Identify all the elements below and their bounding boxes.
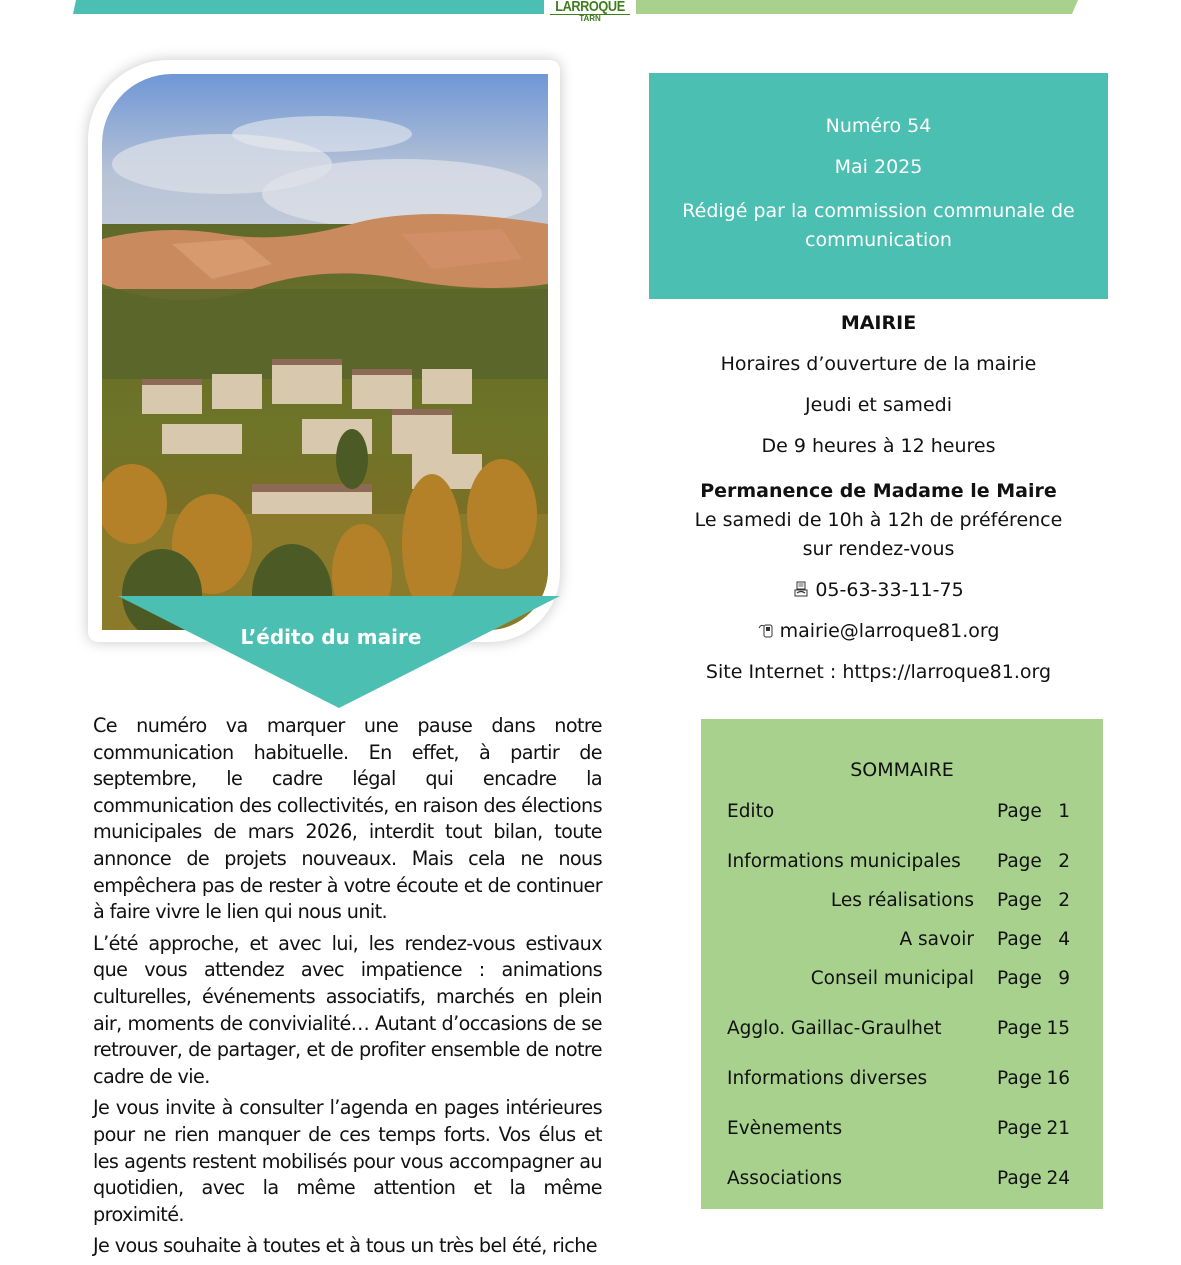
toc-page-label: Page [997, 929, 1042, 950]
toc-item-label: A savoir [899, 929, 974, 950]
toc-item[interactable] [727, 1016, 1077, 1042]
village-photo [102, 74, 548, 630]
toc-item[interactable] [727, 888, 1077, 914]
toc-item[interactable] [727, 927, 1077, 953]
hours-title: Horaires d’ouverture de la mairie [720, 353, 1037, 375]
toc-page-number: 24 [1046, 1168, 1070, 1189]
table-of-contents [701, 719, 1103, 1209]
phone-contact [649, 576, 1108, 617]
logo-subtext: TARN [550, 14, 630, 23]
toc-item-label: Conseil municipal [810, 968, 974, 989]
toc-page-label: Page [997, 1068, 1042, 1089]
mouse-icon [758, 622, 774, 638]
phone-number: 05-63-33-11-75 [815, 579, 964, 601]
email-contact [649, 617, 1108, 658]
toc-item-label: Informations diverses [727, 1068, 928, 1089]
toc-page-label: Page [997, 801, 1042, 822]
edito-paragraph: Ce numéro va marquer une pause dans notre communication habituelle. En effet, à partir de septembre, le cadre légal qui encadre la communication des collectivités, en raison des élections municipales de mars 2026, interdit tout bilan, toute annonce de projets nouveaux. Mais cela ne nous empêchera pas de rester à votre écoute et de continuer à faire vivre le lien qui nous unit. [93, 714, 602, 924]
larroque-logo [544, 0, 636, 22]
issue-author: Rédigé par la commission communale de communication [682, 200, 1075, 251]
header-bar-green [630, 0, 1078, 14]
logo-text: LARROQUE [555, 0, 625, 15]
edito-paragraph: Je vous invite à consulter l’agenda en pages intérieures pour ne rien manquer de ces temps forts. Vos élus et les agents restent mobilisés pour vous accompagner au quotidien, avec la même attention et la même proximité. [93, 1096, 602, 1226]
toc-page-label: Page [997, 1118, 1042, 1139]
header-bar-teal [73, 0, 553, 14]
toc-item[interactable] [727, 966, 1077, 992]
opening-hours: De 9 heures à 12 heures [761, 435, 996, 457]
toc-item[interactable] [727, 1066, 1077, 1092]
issue-info-box [649, 73, 1108, 299]
toc-item-label: Les réalisations [830, 890, 974, 911]
toc-page-label: Page [997, 890, 1042, 911]
toc-item-label: Informations municipales [727, 851, 961, 872]
toc-page-number: 16 [1046, 1068, 1070, 1089]
toc-item-label: Agglo. Gaillac-Graulhet [727, 1018, 942, 1039]
permanence-title: Permanence de Madame le Maire [700, 480, 1057, 502]
toc-page-label: Page [997, 1018, 1042, 1039]
edito-paragraph: L’été approche, et avec lui, les rendez-vous estivaux que vous attendez avec impatience : animations culturelles, événements associatifs, marchés en plein air, moments de convivialité… Autant d’occasions de se retrouver, de partager, et de profiter ensemble de notre cadre de vie. [93, 931, 602, 1088]
email-link[interactable]: mairie@larroque81.org [779, 620, 1000, 642]
toc-item-label: Associations [727, 1168, 842, 1189]
permanence-line: Le samedi de 10h à 12h de préférence [694, 509, 1063, 531]
mairie-info [649, 309, 1108, 699]
toc-page-number: 2 [1058, 851, 1070, 872]
toc-page-number: 9 [1058, 968, 1070, 989]
toc-item[interactable] [727, 799, 1077, 825]
issue-date: Mai 2025 [834, 156, 923, 178]
toc-page-number: 2 [1058, 890, 1070, 911]
toc-item[interactable] [727, 1166, 1077, 1192]
toc-page-number: 21 [1046, 1118, 1070, 1139]
toc-page-number: 15 [1046, 1018, 1070, 1039]
toc-page-label: Page [997, 1168, 1042, 1189]
toc-item[interactable] [727, 849, 1077, 875]
toc-page-label: Page [997, 851, 1042, 872]
edito-title: L’édito du maire [236, 620, 426, 654]
edito-paragraph: Je vous souhaite à toutes et à tous un très bel été, riche [93, 1234, 597, 1258]
opening-days: Jeudi et samedi [805, 394, 952, 416]
permanence-line: sur rendez-vous [802, 538, 955, 560]
toc-item[interactable] [727, 1116, 1077, 1142]
toc-page-number: 4 [1058, 929, 1070, 950]
mairie-title: MAIRIE [840, 312, 917, 334]
toc-item-label: Evènements [727, 1118, 843, 1139]
toc-page-number: 1 [1058, 801, 1070, 822]
issue-number: Numéro 54 [825, 115, 932, 137]
toc-title: SOMMAIRE [850, 759, 954, 781]
toc-page-label: Page [997, 968, 1042, 989]
website-link[interactable]: Site Internet : https://larroque81.org [705, 661, 1052, 683]
phone-icon [793, 581, 809, 597]
toc-item-label: Edito [727, 801, 775, 822]
edito-body [93, 713, 602, 1265]
